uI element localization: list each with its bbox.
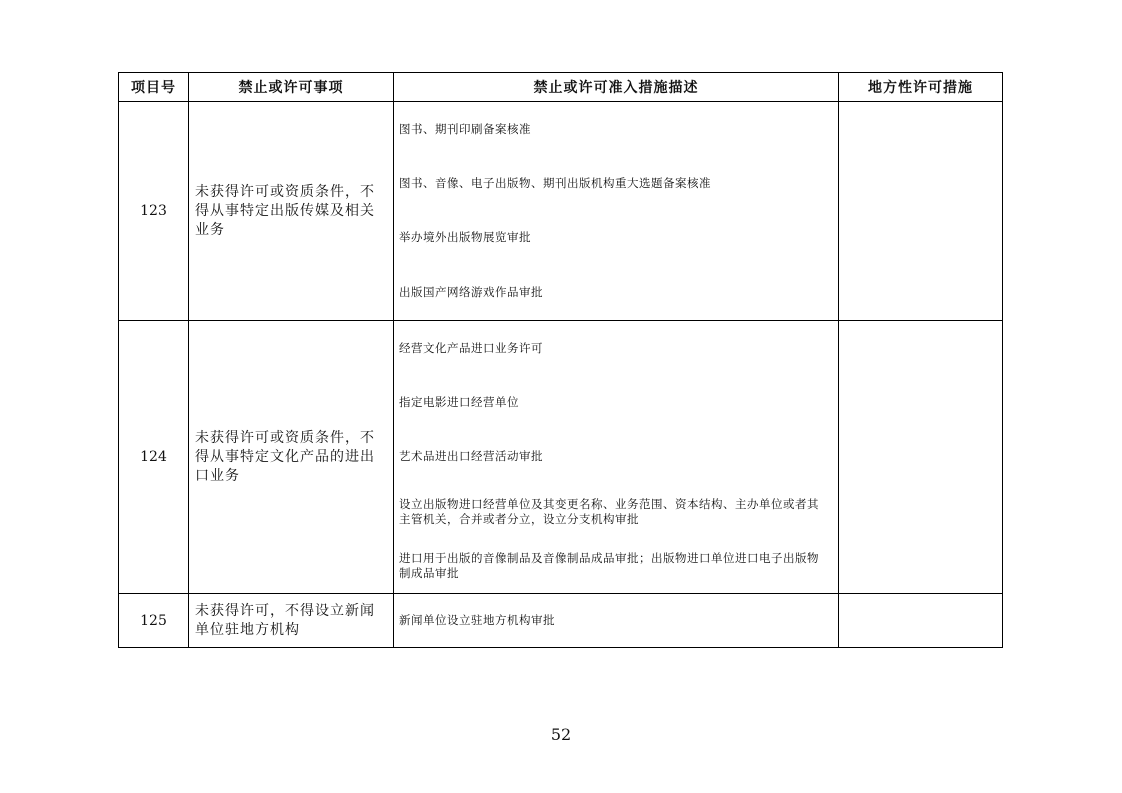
measure-line: 指定电影进口经营单位 — [399, 394, 519, 409]
measure-line: 艺术品进出口经营活动审批 — [399, 449, 543, 463]
row-item: 未获得许可，不得设立新闻单位驻地方机构 — [189, 594, 394, 648]
measure-line: 图书、音像、电子出版物、期刊出版机构重大选题备案核准 — [399, 175, 711, 190]
page-number: 52 — [550, 725, 572, 744]
header-local: 地方性许可措施 — [839, 73, 1003, 102]
header-measures: 禁止或许可准入措施描述 — [394, 73, 839, 102]
measure-line: 新闻单位设立驻地方机构审批 — [399, 613, 555, 627]
row-measures — [394, 594, 839, 648]
row-local — [839, 321, 1003, 594]
measure-line: 经营文化产品进口业务许可 — [399, 340, 543, 355]
row-id: 123 — [119, 102, 189, 321]
row-local — [839, 102, 1003, 321]
row-measures — [394, 102, 839, 321]
table-row — [119, 594, 1003, 648]
header-item: 禁止或许可事项 — [189, 73, 394, 102]
row-id: 125 — [119, 594, 189, 648]
row-measures — [394, 321, 839, 594]
row-id: 124 — [119, 321, 189, 594]
header-id: 项目号 — [119, 73, 189, 102]
measure-line: 图书、期刊印刷备案核准 — [399, 121, 531, 136]
table-row — [119, 102, 1003, 321]
row-item: 未获得许可或资质条件，不得从事特定出版传媒及相关业务 — [189, 102, 394, 321]
measure-line: 设立出版物进口经营单位及其变更名称、业务范围、资本结构、主办单位或者其主管机关，合并或者分立，设立分支机构审批 — [399, 496, 819, 526]
row-local — [839, 594, 1003, 648]
row-item: 未获得许可或资质条件，不得从事特定文化产品的进出口业务 — [189, 321, 394, 594]
table-row — [119, 321, 1003, 594]
measure-line: 出版国产网络游戏作品审批 — [399, 284, 543, 299]
table-header-row — [119, 73, 1003, 102]
measure-line: 举办境外出版物展览审批 — [399, 230, 531, 244]
permit-table — [118, 72, 1003, 648]
measure-line: 进口用于出版的音像制品及音像制品成品审批；出版物进口单位进口电子出版物制成品审批 — [399, 551, 819, 580]
